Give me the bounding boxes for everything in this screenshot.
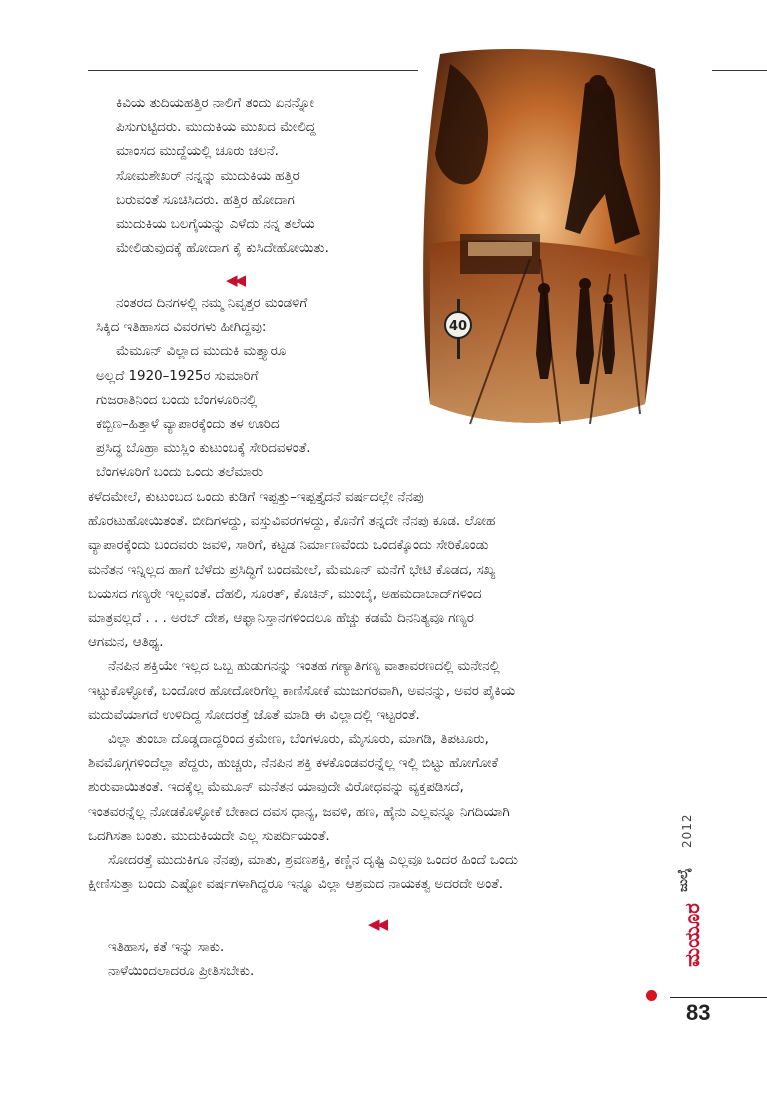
top-rule-right [712, 70, 767, 71]
paragraph-2: ನಂತರದ ದಿನಗಳಲ್ಲಿ ನಮ್ಮ ನಿವೃತ್ತರ ಮಂಡಳಿಗೆ ಸಿಕ್ಕಿದ ಇತಿಹಾಸದ ವಿವರಗಳು ಹೀಗಿದ್ದವು: ಮೆಮೂನ್ ವಿಲ್ಲಾದ ಮುದುಕಿ ಮತ್ತ್ಯಾರೂ ಅಲ್ಲದೆ 1920–1925ರ ಸುಮಾರಿಗೆ ಗುಜರಾತಿನಿಂದ ಬಂದು ಬೆಂಗಳೂರಿನಲ್ಲಿ ಕಬ್ಬಿಣ–ಹಿತ್ತಾಳೆ ವ್ಯಾಪಾರಕ್ಕೆಂದು ತಳ ಊರಿದ ಪ್ರಸಿದ್ಧ ಬೊಹ್ರಾ ಮುಸ್ಲಿಂ ಕುಟುಂಬಕ್ಕೆ ಸೇರಿದವಳಂತೆ. ಬೆಂಗಳೂರಿಗೆ ಬಂದು ಒಂದು ತಲೆಮಾರು [96, 296, 311, 481]
magazine-logo [672, 900, 712, 970]
paragraph-1: ಕಿವಿಯ ತುದಿಯಹತ್ತಿರ ನಾಲಿಗೆ ತಂದು ಏನನ್ನೋ ಪಿಸುಗುಟ್ಟಿದರು. ಮುದುಕಿಯ ಮುಖದ ಮೇಲಿದ್ದ ಮಾಂಸದ ಮುದ್ದೆಯಲ್ಲಿ ಚೂರು ಚಲನೆ. ಸೋಮಶೇಖರ್ ನನ್ನನ್ನು ಮುದುಕಿಯ ಹತ್ತಿರ ಬರುವಂತೆ ಸೂಚಿಸಿದರು. ಹತ್ತಿರ ಹೋದಾಗ ಮುದುಕಿಯ ಬಲಗೈಯನ್ನು ಎಳೆದು ನನ್ನ ತಲೆಯ ಮೇಲಿಡುವುದಕ್ಕೆ ಹೋದಾಗ ಕೈ ಕುಸಿದೇಹೋಯಿತು. [116, 96, 329, 257]
issue-year: 2012 [680, 813, 694, 848]
page-rule [670, 997, 767, 998]
paragraph-ending: ಇತಿಹಾಸ, ಕತೆ ಇನ್ನು ಸಾಕು. ನಾಳೆಯಿಂದಲಾದರೂ ಪ್ರೀತಿಸಬೇಕು. [108, 940, 255, 980]
issue-month: ಜುಲೈ [676, 868, 691, 892]
page-dot [646, 990, 657, 1001]
section-separator-1: ◀◀ [226, 271, 244, 289]
story-illustration [410, 44, 665, 432]
top-rule [88, 70, 418, 71]
magazine-logo-text: ಮಯೂರ [680, 903, 704, 967]
speed-sign-number: 40 [448, 319, 468, 334]
page-number: 83 [686, 1000, 711, 1025]
paragraph-3: ಕಳೆದಮೇಲೆ, ಕುಟುಂಬದ ಒಂದು ಕುಡಿಗೆ ಇಪ್ಪತ್ತು–ಇಪ್ಪತ್ತೈದನೆ ವರ್ಷದಲ್ಲೇ ನೆನಪು ಹೊರಟುಹೋಯಿತಂತೆ. ಬೀದಿಗಳದ್ದು, ವಸ್ತುವಿವರಗಳದ್ದು, ಕೊನೆಗೆ ತನ್ನದೇ ನೆನಪು ಕೂಡ. ಲೋಹ ವ್ಯಾಪಾರಕ್ಕೆಂದು ಬಂದವರು ಜವಳಿ, ಸಾರಿಗೆ, ಕಟ್ಟಡ ನಿರ್ಮಾಣವೆಂದು ಒಂದಕ್ಕೊಂದು ಸೇರಿಕೊಂಡು ಮನೆತನ ಇನ್ನಿಲ್ಲದ ಹಾಗೆ ಬೆಳೆದು ಪ್ರಸಿದ್ಧಿಗೆ ಬಂದಮೇಲೆ, ಮೆಮೂನ್ ಮನೆಗೆ ಭೇಟಿ ಕೊಡದ, ಸಖ್ಯ ಬಯಸದ ಗಣ್ಯರೇ ಇಲ್ಲವಂತೆ. ದೆಹಲಿ, ಸೂರತ್, ಕೊಚಿನ್, ಮುಂಬೈ, ಅಹಮದಾಬಾದ್‌ಗಳಿಂದ ಮಾತ್ರವಲ್ಲದೆ . . . ಅರಬ್ ದೇಶ, ಆಫ್ಘಾನಿಸ್ತಾನಗಳಿಂದಲೂ ಹೆಚ್ಚು ಕಡಮೆ ದಿನನಿತ್ಯವೂ ಗಣ್ಯರ ಆಗಮನ, ಆತಿಥ್ಯ. ನೆನಪಿನ ಶಕ್ತಿಯೇ ಇಲ್ಲದ ಒಬ್ಬ ಹುಡುಗನನ್ನು ಇಂತಹ ಗಣ್ಯಾತಿಗಣ್ಯ ವಾತಾವರಣದಲ್ಲಿ ಮನೇನಲ್ಲಿ ಇಟ್ಟುಕೊಳ್ಳೋಕೆ, ಬಂದೋರ ಹೋದೋರಿಗೆಲ್ಲ ಕಾಣಿಸೋಕೆ ಮುಜುಗರವಾಗಿ, ಅವನನ್ನು, ಅವರ ಪೈಕಿಯ ಮದುವೆಯಾಗದೆ ಉಳಿದಿದ್ದ ಸೋದರತ್ತೆ ಜೊತೆ ಮಾಡಿ ಈ ವಿಲ್ಲಾದಲ್ಲಿ ಇಟ್ಟರಂತೆ. ವಿಲ್ಲಾ ತುಂಬಾ ದೊಡ್ಡದಾದ್ದರಿಂದ ಕ್ರಮೇಣ, ಬೆಂಗಳೂರು, ಮೈಸೂರು, ಮಾಗಡಿ, ತಿಪಟೂರು, ಶಿವಮೊಗ್ಗಗಳಿಂದೆಲ್ಲಾ ಪೆದ್ದರು, ಹುಚ್ಚರು, ನೆನಪಿನ ಶಕ್ತಿ ಕಳಕೊಂಡವರನ್ನೆಲ್ಲ ಇಲ್ಲಿ ಬಿಟ್ಟು ಹೋಗೋಕೆ ಶುರುವಾಯಿತಂತೆ. ಇದಕ್ಕೆಲ್ಲ ಮೆಮೂನ್ ಮನೆತನ ಯಾವುದೇ ವಿರೋಧವನ್ನು ವ್ಯಕ್ತಪಡಿಸದೆ, ಇಂತವರನ್ನೆಲ್ಲ ನೋಡಕೊಳ್ಳೋಕೆ ಬೇಕಾದ ದವಸ ಧಾನ್ಯ, ಜವಳಿ, ಹಣ, ಹೈನು ಎಲ್ಲವನ್ನೂ ನಿಗದಿಯಾಗಿ ಒದಗಿಸತಾ ಬಂತು. ಮುದುಕಿಯದೇ ಎಲ್ಲ ಸುಪರ್ದಿಯಂತೆ. ಸೋದರತ್ತೆ ಮುದುಕಿಗೂ ನೆನಪು, ಮಾತು, ಶ್ರವಣಶಕ್ತಿ, ಕಣ್ಣಿನ ದೃಷ್ಟಿ ಎಲ್ಲವೂ ಒಂದರ ಹಿಂದೆ ಒಂದು ಕ್ಷೀಣಿಸುತ್ತಾ ಬಂದು ಎಷ್ಟೋ ವರ್ಷಗಳಾಗಿದ್ದರೂ ಇನ್ನೂ ವಿಲ್ಲಾ ಆಶ್ರಮದ ನಾಯಕತ್ವ ಅದರದೇ ಅಂತೆ. [88, 490, 518, 893]
section-separator-2: ◀◀ [368, 915, 386, 933]
